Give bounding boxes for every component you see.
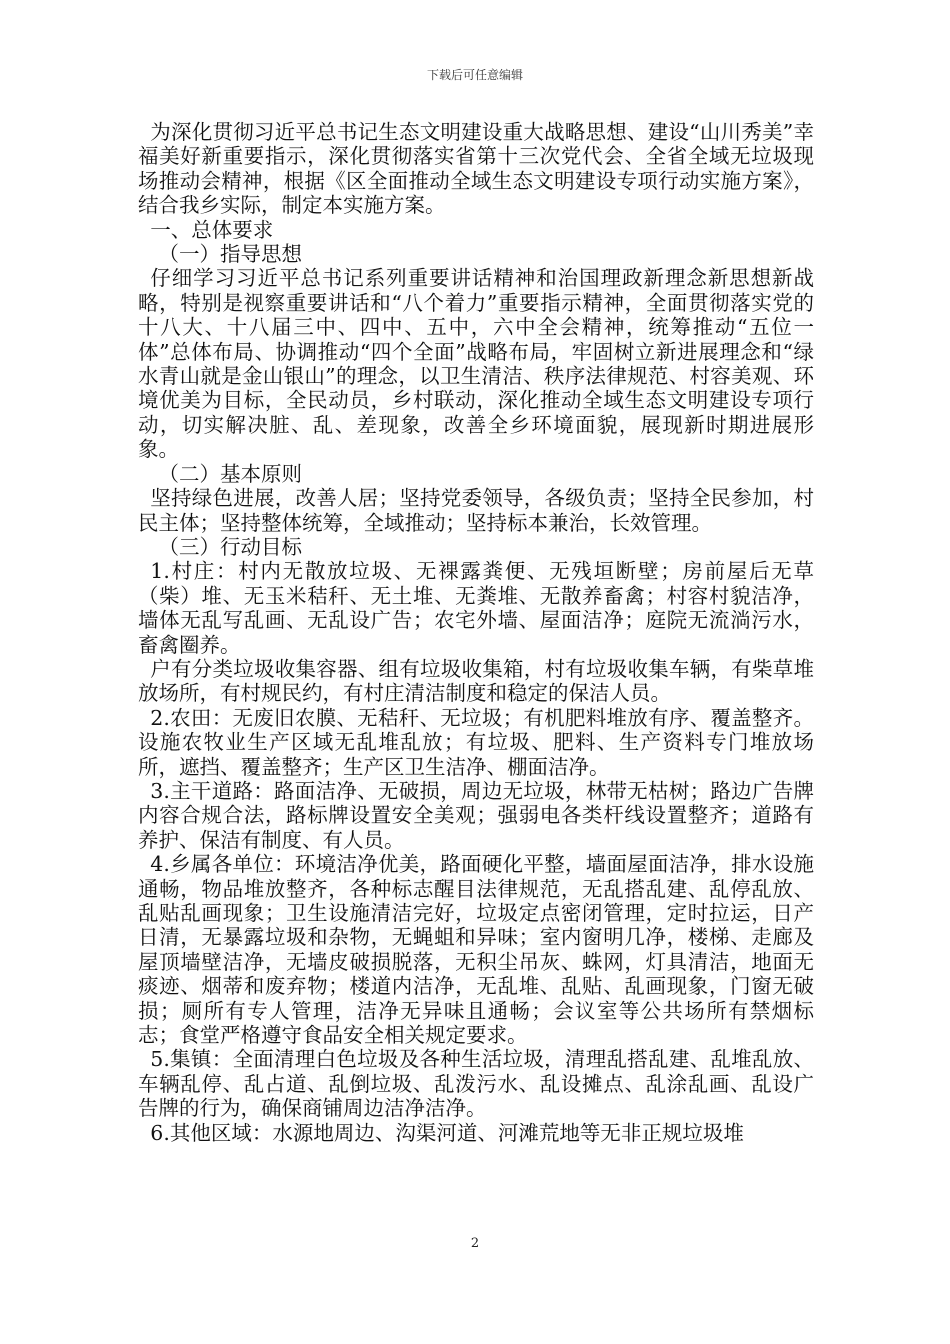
page-header-note: 下载后可任意编辑 <box>426 68 523 82</box>
goal-item-farmland: 2.农田：无废旧农膜、无秸秆、无垃圾；有机肥料堆放有序、覆盖整齐。设施农牧业生产区域无乱堆乱放；有垃圾、肥料、生产资料专门堆放场所，遮挡、覆盖整齐；生产区卫生洁净、棚面洁净。 <box>138 705 814 779</box>
page-number: 2 <box>470 1236 480 1251</box>
section-heading-general-requirements: 一、总体要求 <box>150 217 274 242</box>
goal-item-village-facilities: 户有分类垃圾收集容器、组有垃圾收集箱，村有垃圾收集车辆，有柴草堆放场所，有村规民约，有村庄清洁制度和稳定的保洁人员。 <box>138 656 814 706</box>
goal-item-village: 1.村庄：村内无散放垃圾、无裸露粪便、无残垣断壁；房前屋后无草（柴）堆、无玉米秸秆、无土堆、无粪堆、无散养畜禽；村容村貌洁净，墙体无乱写乱画、无乱设广告；农宅外墙、屋面洁净；庭院无流淌污水，畜禽圈养。 <box>138 559 814 657</box>
goal-item-main-roads: 3.主干道路：路面洁净、无破损，周边无垃圾，林带无枯树；路边广告牌内容合规合法，路标牌设置安全美观；强弱电各类杆线设置整齐；道路有养护、保洁有制度、有人员。 <box>138 778 814 852</box>
paragraph-guiding-ideology: 仔细学习习近平总书记系列重要讲话精神和治国理政新理念新思想新战略，特别是视察重要讲话和“八个着力”重要指示精神，全面贯彻落实党的十八大、十八届三中、四中、五中，六中全会精神，统筹推动“五位一体”总体布局、协调推动“四个全面”战略布局，牢固树立新进展理念和“绿水青山就是金山银山”的理念，以卫生清洁、秩序法律规范、村容美观、环境优美为目标，全民动员，乡村联动，深化推动全域生态文明建设专项行动，切实解决脏、乱、差现象，改善全乡环境面貌，展现新时期进展形象。 <box>138 266 814 462</box>
subheading-basic-principles: （二）基本原则 <box>158 461 302 486</box>
subheading-guiding-ideology: （一）指导思想 <box>158 242 302 267</box>
goal-item-other-areas: 6.其他区域：水源地周边、沟渠河道、河滩荒地等无非正规垃圾堆 <box>150 1120 744 1145</box>
intro-paragraph: 为深化贯彻习近平总书记生态文明建设重大战略思想、建设“山川秀美”幸福美好新重要指示，深化贯彻落实省第十三次党代会、全省全域无垃圾现场推动会精神，根据《区全面推动全域生态文明建设专项行动实施方案》，结合我乡实际，制定本实施方案。 <box>138 120 814 218</box>
goal-item-township-units: 4.乡属各单位：环境洁净优美，路面硬化平整，墙面屋面洁净，排水设施通畅，物品堆放整齐，各种标志醒目法律规范，无乱搭乱建、乱停乱放、乱贴乱画现象；卫生设施清洁完好，垃圾定点密闭管理，定时拉运，日产日清，无暴露垃圾和杂物，无蝇蛆和异味；室内窗明几净，楼梯、走廊及屋顶墙壁洁净，无墙皮破损脱落，无积尘吊灰、蛛网，灯具清洁，地面无痰迹、烟蒂和废弃物；楼道内洁净，无乱堆、乱贴、乱画现象，门窗无破损；厕所有专人管理，洁净无异味且通畅；会议室等公共场所有禁烟标志；食堂严格遵守食品安全相关规定要求。 <box>138 852 814 1048</box>
subheading-action-goals: （三）行动目标 <box>158 534 302 559</box>
document-body <box>138 120 814 1145</box>
paragraph-basic-principles: 坚持绿色进展，改善人居；坚持党委领导，各级负责；坚持全民参加，村民主体；坚持整体统筹，全域推动；坚持标本兼治，长效管理。 <box>138 486 814 535</box>
goal-item-market-town: 5.集镇：全面清理白色垃圾及各种生活垃圾，清理乱搭乱建、乱堆乱放、车辆乱停、乱占道、乱倒垃圾、乱泼污水、乱设摊点、乱涂乱画、乱设广告牌的行为，确保商铺周边洁净洁净。 <box>138 1047 814 1121</box>
